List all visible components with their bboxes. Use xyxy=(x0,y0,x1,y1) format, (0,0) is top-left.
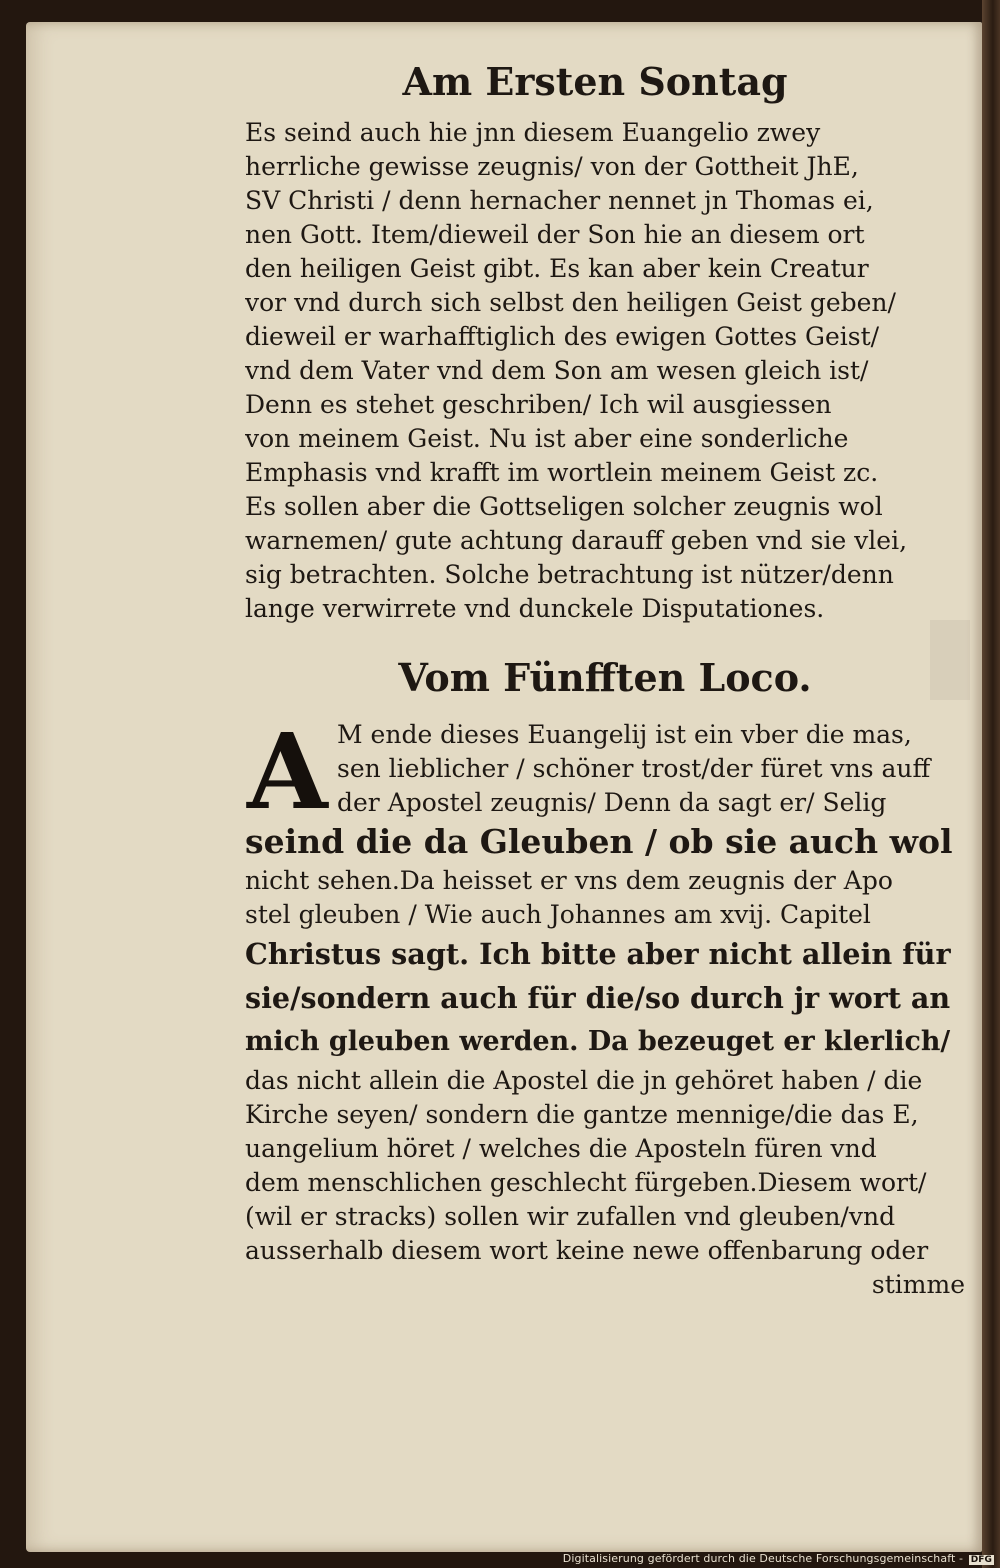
text-line: Denn es stehet geschriben/ Ich wil ausgiessen xyxy=(245,390,832,419)
text-line: Christus sagt. Ich bitte aber nicht allein für xyxy=(245,937,951,971)
text-line: von meinem Geist. Nu ist aber eine sonderliche xyxy=(245,424,849,453)
credit-text: Digitalisierung gefördert durch die Deutsche Forschungsgemeinschaft - xyxy=(562,1552,964,1565)
text-line: der Apostel zeugnis/ Denn da sagt er/ Selig xyxy=(337,788,887,817)
text-line: lange verwirrete vnd dunckele Disputationes. xyxy=(245,594,825,623)
text-line: SV Christi / denn hernacher nennet jn Thomas ei, xyxy=(245,186,874,215)
drop-cap-initial: A xyxy=(247,710,328,833)
text-line: Kirche seyen/ sondern die gantze mennige/die das E, xyxy=(245,1100,919,1129)
text-line: Es seind auch hie jnn diesem Euangelio zwey xyxy=(245,118,821,147)
section-heading: Vom Fünfften Loco. xyxy=(398,655,812,700)
catchword: stimme xyxy=(871,1270,965,1299)
running-head: Am Ersten Sontag xyxy=(402,59,788,104)
text-line: M ende dieses Euangelij ist ein vber die mas, xyxy=(337,720,912,749)
book-edge xyxy=(982,0,1000,1568)
text-line: sen lieblicher / schöner trost/der füret vns auff xyxy=(337,754,931,783)
text-line: dieweil er warhafftiglich des ewigen Gottes Geist/ xyxy=(245,322,880,351)
text-line: vor vnd durch sich selbst den heiligen Geist geben/ xyxy=(245,288,896,317)
text-line: dem menschlichen geschlecht fürgeben.Diesem wort/ xyxy=(245,1168,927,1197)
text-block xyxy=(245,48,965,1302)
initial-block xyxy=(245,710,965,833)
text-line: nicht sehen.Da heisset er vns dem zeugnis der Apo xyxy=(245,866,893,895)
paragraph-1 xyxy=(245,116,965,626)
text-line: Emphasis vnd krafft im wortlein meinem Geist zc. xyxy=(245,458,879,487)
text-line: das nicht allein die Apostel die jn gehöret haben / die xyxy=(245,1066,923,1095)
dfg-logo-icon: DFG xyxy=(970,1555,992,1565)
text-line: warnemen/ gute achtung darauff geben vnd sie vlei, xyxy=(245,526,908,555)
initial-lines xyxy=(245,718,965,820)
text-line: mich gleuben werden. Da bezeuget er klerlich/ xyxy=(245,1026,951,1057)
text-line: sig betrachten. Solche betrachtung ist nützer/denn xyxy=(245,560,894,589)
text-line: (wil er stracks) sollen wir zufallen vnd gleuben/vnd xyxy=(245,1202,896,1231)
digitization-credit xyxy=(563,1552,994,1565)
paragraph-2 xyxy=(245,820,965,1302)
text-line: vnd dem Vater vnd dem Son am wesen gleich ist/ xyxy=(245,356,869,385)
text-line: ausserhalb diesem wort keine newe offenbarung oder xyxy=(245,1236,929,1265)
text-line: Es sollen aber die Gottseligen solcher zeugnis wol xyxy=(245,492,883,521)
text-line: uangelium höret / welches die Aposteln füren vnd xyxy=(245,1134,877,1163)
text-line: sie/sondern auch für die/so durch jr wort an xyxy=(245,981,951,1015)
text-line: herrliche gewisse zeugnis/ von der Gottheit JhE, xyxy=(245,152,859,181)
text-line: seind die da Gleuben / ob sie auch wol xyxy=(245,822,953,861)
text-line: nen Gott. Item/dieweil der Son hie an diesem ort xyxy=(245,220,865,249)
text-line: den heiligen Geist gibt. Es kan aber kein Creatur xyxy=(245,254,869,283)
text-line: stel gleuben / Wie auch Johannes am xvij. Capitel xyxy=(245,900,871,929)
